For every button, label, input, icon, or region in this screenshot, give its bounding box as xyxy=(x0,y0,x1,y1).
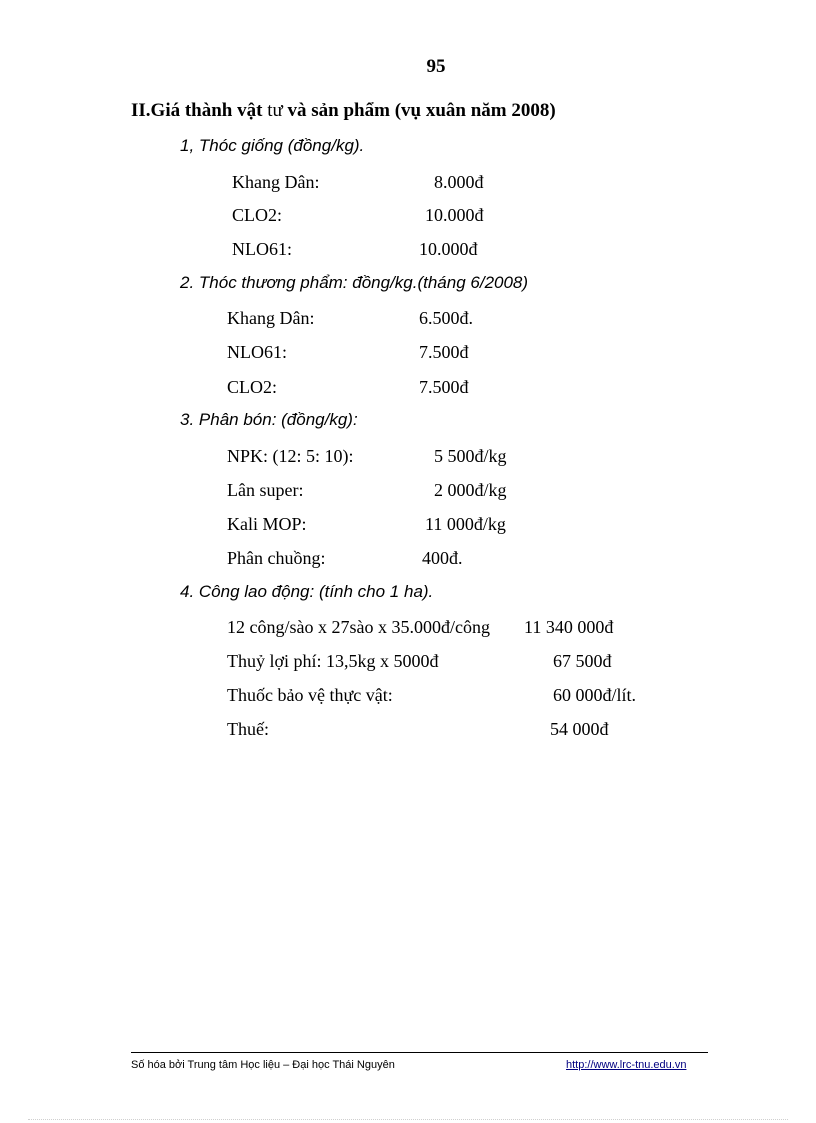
row-value: 2 000đ/kg xyxy=(434,480,507,500)
footer-link[interactable]: http://www.lrc-tnu.edu.vn xyxy=(566,1059,687,1071)
row-label: NLO61: xyxy=(232,239,292,259)
row-value: 54 000đ xyxy=(550,719,609,739)
row-label: Khang Dân: xyxy=(232,172,320,192)
page-number: 95 xyxy=(426,56,446,77)
page-bottom-border xyxy=(28,1119,788,1120)
row-value: 67 500đ xyxy=(553,651,612,671)
row-value: 60 000đ/lít. xyxy=(553,685,637,705)
row-label: Lân super: xyxy=(227,480,304,500)
row-value: 7.500đ xyxy=(419,342,469,362)
row-label: NLO61: xyxy=(227,342,287,362)
subsection-title-3: 3. Phân bón: (đồng/kg): xyxy=(180,410,358,429)
row-label: CLO2: xyxy=(232,205,283,225)
row-value: 10.000đ xyxy=(419,239,478,259)
row-value: 11 340 000đ xyxy=(524,617,614,637)
heading-part-a: II.Giá thành vật xyxy=(131,100,263,121)
row-label: CLO2: xyxy=(227,377,278,397)
row-value: 11 000đ/kg xyxy=(425,514,506,534)
row-label: 12 công/sào x 27sào x 35.000đ/công xyxy=(227,617,490,637)
row-value: 8.000đ xyxy=(434,172,484,192)
row-label: NPK: (12: 5: 10): xyxy=(227,446,354,466)
row-value: 5 500đ/kg xyxy=(434,446,507,466)
row-value: 6.500đ. xyxy=(419,308,473,328)
row-value: 10.000đ xyxy=(425,205,484,225)
row-label: Thuỷ lợi phí: 13,5kg x 5000đ xyxy=(227,651,439,671)
heading-part-thin: tư xyxy=(267,100,283,121)
subsection-title-2: 2. Thóc thương phẩm: đồng/kg.(tháng 6/2008) xyxy=(180,273,529,292)
heading-part-b: và sản phẩm (vụ xuân năm 2008) xyxy=(287,100,556,121)
row-value: 400đ. xyxy=(422,548,463,568)
subsection-title-1: 1, Thóc giống (đồng/kg). xyxy=(180,136,365,155)
row-label: Khang Dân: xyxy=(227,308,315,328)
subsection-title-4: 4. Công lao động: (tính cho 1 ha). xyxy=(180,582,434,601)
section-heading xyxy=(131,100,556,122)
row-label: Thuế: xyxy=(227,719,269,739)
row-label: Thuốc bảo vệ thực vật: xyxy=(227,685,393,705)
row-label: Phân chuồng: xyxy=(227,548,326,568)
footer-credit: Số hóa bởi Trung tâm Học liệu – Đại học Thái Nguyên xyxy=(131,1059,395,1071)
row-value: 7.500đ xyxy=(419,377,469,397)
row-label: Kali MOP: xyxy=(227,514,307,534)
footer-divider xyxy=(131,1052,708,1053)
